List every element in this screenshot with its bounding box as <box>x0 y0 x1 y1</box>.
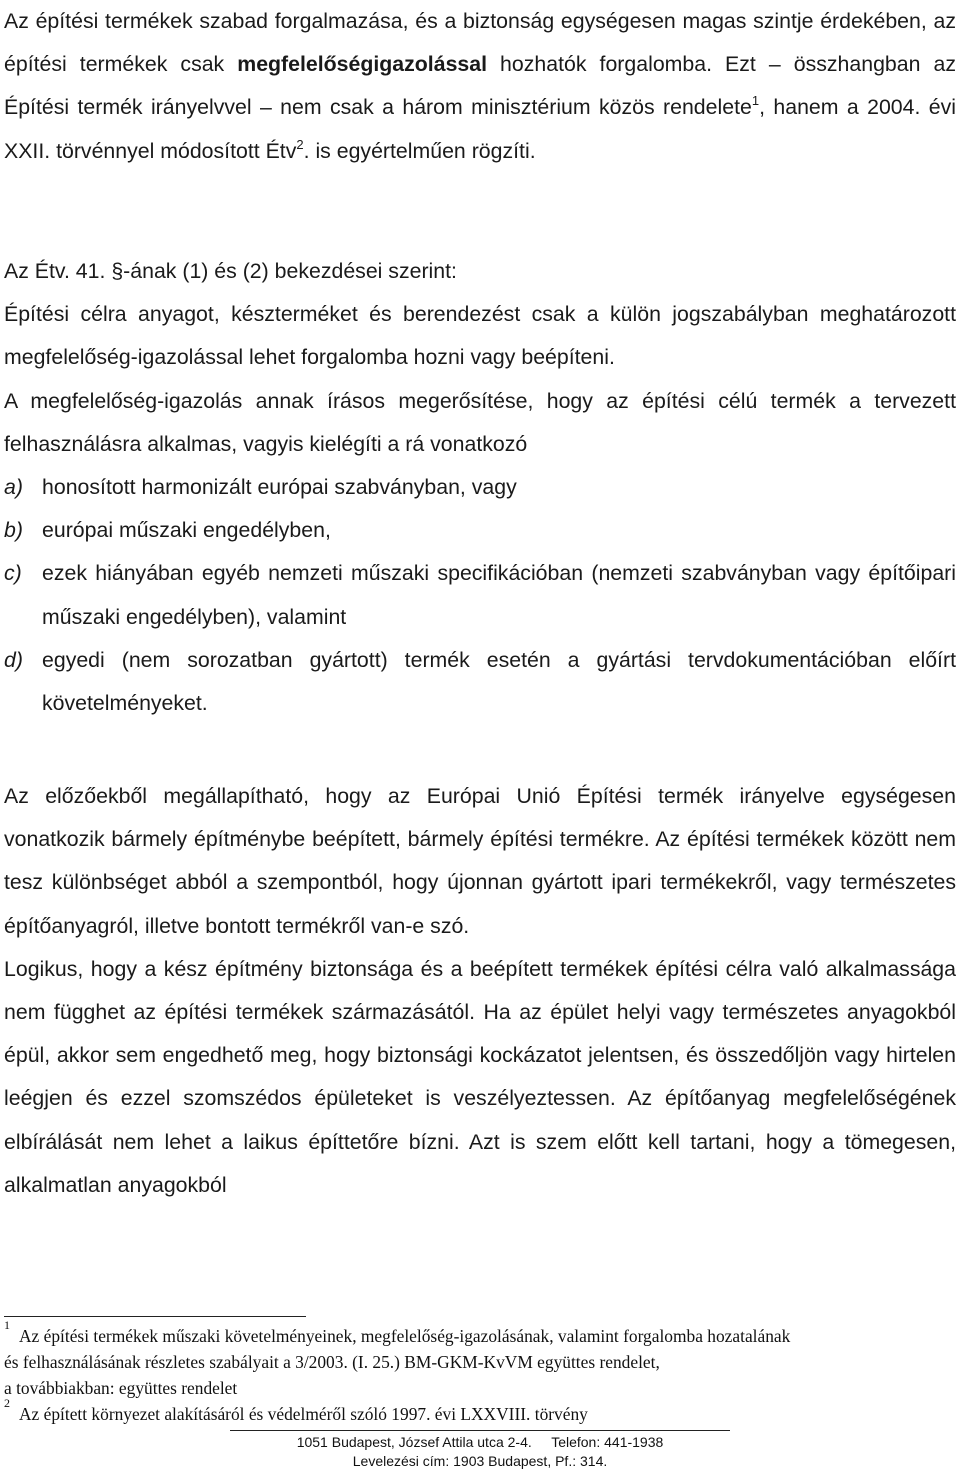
footnote-2: 2 Az épített környezet alakításáról és védelméről szóló 1997. évi LXXVIII. törvény <box>4 1396 588 1424</box>
main-text-3 <box>4 775 956 1207</box>
list-item: c) ezek hiányában egyéb nemzeti műszaki specifikációban (nemzeti szabványban vagy építőipari műszaki engedélyben), valamint <box>4 552 956 638</box>
footnote-1: 1 Az építési termékek műszaki követelményeinek, megfelelőség-igazolásának, valamint forgalomba hozatalának és felhasználásának részletes szabályait a 3/2003. (I. 25.) BM-GKM-KvVM együttes rendelet, a továbbiakban: együttes rendelet <box>4 1318 791 1398</box>
list-marker: c) <box>4 561 22 586</box>
footnotes <box>4 1318 956 1427</box>
list-marker: a) <box>4 475 23 500</box>
footer-separator <box>230 1430 730 1431</box>
footer-mail: Levelezési cím: 1903 Budapest, Pf.: 314. <box>352 1453 608 1469</box>
footer-address: 1051 Budapest, József Attila utca 2-4. <box>296 1434 532 1450</box>
paragraph-intro: Az építési termékek szabad forgalmazása, és a biztonság egységesen magas szintje érdekében, az építési termékek csak megfelelőségigazolással hozhatók forgalomba. Ezt – összhangban az Építési termék irányelvvel – nem csak a három minisztérium közös rendelete$^1$, hanem a 2004. évi XXII. törvénnyel módosított Étv$^2$. is egyértelműen rögzíti. <box>4 9 956 163</box>
footnote-number: 1 <box>4 1318 10 1332</box>
main-text-2 <box>4 250 956 725</box>
paragraph-logic: Logikus, hogy a kész építmény biztonsága és a beépített termékek építési célra való alkalmassága nem függhet az építési termékek származásától. Ha az épület helyi vagy természetes anyagokból épül, akkor sem engedhető meg, hogy biztonsági kockázatot jelentsen, és összedőljön vagy hirtelen leégjen és ezzel szomszédos épületeket is veszélyeztessen. Az építőanyag megfelelőségének elbírálását nem lehet a laikus építtetőre bízni. Azt is szem előtt kell tartani, hogy a tömegesen, alkalmatlan anyagokból <box>4 956 956 1197</box>
paragraph-law-ref: Az Étv. 41. §-ának (1) és (2) bekezdései szerint: <box>4 259 457 283</box>
paragraph-conclusion: Az előzőekből megállapítható, hogy az Európai Unió Építési termék irányelve egységesen vonatkozik bármely építménybe beépített, bármely építési termékre. Az építési termékek között nem tesz különbséget abból a szempontból, hogy újonnan gyártott ipari termékekről, vagy természetes építőanyagról, illetve bontott termékről van-e szó. <box>4 784 956 938</box>
footer-phone: Telefon: 441-1938 <box>551 1434 664 1450</box>
paragraph-definition: A megfelelőség-igazolás annak írásos megerősítése, hogy az építési célú termék a tervezett felhasználásra alkalmas, vagyis kielégíti a rá vonatkozó <box>4 388 956 456</box>
list-marker: b) <box>4 518 23 543</box>
paragraph-rule: Építési célra anyagot, készterméket és berendezést csak a külön jogszabályban meghatározott megfelelőség-igazolással lehet forgalomba hozni vagy beépíteni. <box>4 302 956 370</box>
footnote-number: 2 <box>4 1396 10 1410</box>
list-item: a) honosított harmonizált európai szabványban, vagy <box>4 466 956 509</box>
list-item: b) európai műszaki engedélyben, <box>4 509 956 552</box>
footnote-ref-2: 2 <box>296 136 304 152</box>
footnote-ref-1: 1 <box>751 93 760 109</box>
list-item: d) egyedi (nem sorozatban gyártott) termék esetén a gyártási tervdokumentációban előírt követelményeket. <box>4 639 956 725</box>
bold-term: megfelelőségigazolással <box>237 52 488 77</box>
list-marker: d) <box>4 647 23 672</box>
main-text <box>4 0 956 173</box>
page-footer <box>0 1433 960 1471</box>
footnote-separator <box>4 1316 306 1317</box>
